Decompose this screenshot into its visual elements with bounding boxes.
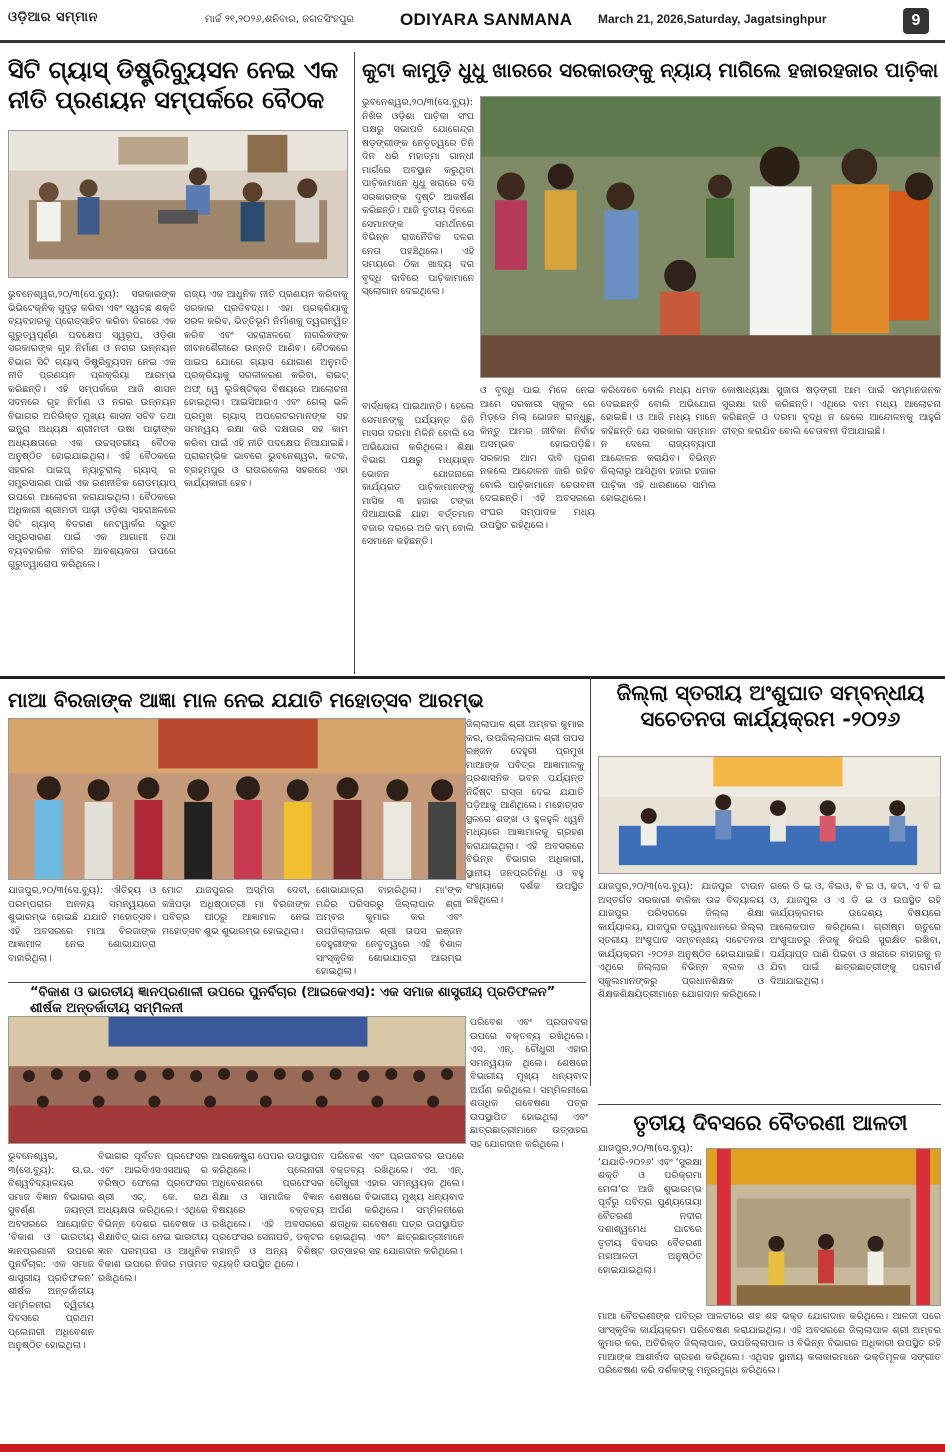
yayati-group-photo (8, 718, 466, 880)
cooks-protest-text-col2: ବାର୍ଦ୍ଧକ୍ୟ ପାଇଥାନ୍ତି। ହେଲେ ସେମାନଙ୍କୁ ପର୍ଯ୍ୟନ୍ତ ତିନି ମାସର ଦରମା ମିଳିନି ବୋଲି ସେ ଅଭିଯୋଗ କରିଥିଲେ। ଶିକ୍ଷା ବିଭାଗ ପକ୍ଷରୁ ମଧ୍ୟାହ୍ନ ଭୋଜନ ଯୋଜନାରେ କାର୍ଯ୍ୟରତ ପାଚ଼ିକାମାନଙ୍କୁ ମାସିକ ୩ ହଜାର ଟଙ୍କା ଦିଆଯାଉଛି ଯାହା ବର୍ତ୍ତମାନ ବଜାର ଦରରେ ଅତି କମ୍ ବୋଲି ସେମାନେ କହିଛନ୍ତି। (362, 401, 474, 547)
awareness-program-photo (598, 756, 941, 874)
masthead (0, 0, 945, 44)
masthead-rule (0, 40, 945, 43)
seminar-text-col4-lower: ପରିବେଶ ଏବଂ ପ୍ରତାବବର ଉପରେ ବକ୍ତବ୍ୟ ରଖିଥିଲେ। ଏସ. ଏନ୍. ଚୌଧୁରୀ ଏହାର ସମନ୍ୱୟକ ଥିଲେ। ଶେଷରେ ବିଭାଗୀୟ ମୁଖ୍ୟ ଧନ୍ୟବାଦ ଅର୍ପଣ କରିଥିଲେ। ସମ୍ମିଳନୀରେ ଶତାଧିକ ଗବେଷଣା ପତ୍ର ଉପସ୍ଥାପିତ ହୋଇଥିଲା ଏବଂ ଛାତ୍ରଛାତ୍ରୀମାନେ ଉତ୍ସାହର ସହ ଯୋଗଦାନ କରିଥିଲେ। (330, 1151, 464, 1257)
yayati-text-col3: ଶୋଭାଯାତ୍ରା ବାହାରିଥିଲା। ମା'ଙ୍କ ମନ୍ଦିର ପରିସରରୁ ଜିଲ୍ଲାପାଳ ଶ୍ରୀ ଅମ୍ବର କୁମାର କର ଏବଂ ଉପଜିଲ୍ଲାପାଳ ଶ୍ରୀ ତାପସ ରଞ୍ଜନ ଦେହୁରୀଙ୍କ ନେତୃତ୍ୱରେ ଏହି ବିଶାଳ ସାଂସ୍କୃତିକ ଶୋଭାଯାତ୍ରା ଆରମ୍ଭ ହୋଇଥିଲା। (316, 885, 462, 977)
baitarani-text-col1: ଯାଜପୁର,୨୦/୩(ସେ.ବ୍ୟୁ): ‘ଯଯାତି-୨୦୨୬’ ଏବଂ ‘ସୁରକ୍ଷା ଶକ୍ତି ଓ ପରିକ୍ରମା ମେଳା’ର ଆଜି ଶୁଭାରମ୍ଭ ପୂର୍ବରୁ ପବିତ୍ର ପୁଣ୍ୟତୋୟା ବୈତରଣୀ ନଦୀର ଦଶାଶ୍ୱମେଧ ଘାଟରେ ତୃତୀୟ ଦିବସର ବୈତରଣୀ ମହାଆଳତୀ ଅନୁଷ୍ଠିତ ହୋଇଯାଇଥିଲା। (598, 1143, 702, 1276)
page-number: 9 (903, 8, 929, 34)
newspaper-title: ODIYARA SANMANA (400, 10, 573, 29)
seminar-headline: “ବିକାଶ ଓ ଭାରତୀୟ ଜ୍ଞାନପ୍ରଣାଳୀ ଉପରେ ପୁନର୍ବିଚାର (ଆଇକେଏସ): ଏକ ସମାଜ ଶାସ୍ତ୍ରୀୟ ପ୍ରତିଫଳନ” ଶୀର୍ଷକ ଅନ୍ତର୍ଜାତୀୟ ସମ୍ମିଳନୀ (30, 985, 556, 1017)
baitarani-text-col1b (598, 1272, 702, 1312)
bottom-bar (0, 1444, 945, 1452)
heatstroke-headline: ଜିଲ୍ଲା ସ୍ତରୀୟ ଅଂଶୁଘାତ ସମ୍ବନ୍ଧୀୟ ସଚେତନତା କାର୍ଯ୍ୟକ୍ରମ -୨୦୨୬ (616, 681, 925, 732)
seminar-text-col2: ବିଭାଗର ପୂର୍ବତନ ପ୍ରଫେସର ଏବଂ ଆଇସିଏସଏସଆର୍ ର ବରିଷ୍ଠ ଫେଲୋ ପ୍ରଫେସର ଶ୍ରୀ ଏଚ୍. କେ. ରଥ ଅଧ୍ୟକ୍ଷତା କରିଥିଲେ। ଏଥିରେ ବିଭିନ୍ନ ଦେଶର ଗବେଷକ ଓ ଶିକ୍ଷାବିତ୍ ଭାଗ ନେଇ ଭାରତୀୟ ଜ୍ଞାନ ପରମ୍ପରା ଓ ଆଧୁନିକ ବିକାଶ ଉପରେ ନିଜର ମତାମତ ରଖିଥିଲେ। (98, 1151, 208, 1284)
city-gas-headline: ସିଟି ଗ୍ୟାସ୍ ଡିଷ୍ଟ୍ରିବ୍ୟୁସନ ନେଇ ଏକ ନୀତି ପ୍ରଣୟନ ସମ୍ପର୍କରେ ବୈଠକ (8, 56, 339, 114)
heatstroke-text-col2: ଗରେ ଡି ଇ ଓ, ବିଇଓ, ବି ଇ ଓ, କଟା, ଏ ବି ଇ ଓ, ଯାଜପୁର ଓ ଏ ଡି ଇ ଓ ଉପସ୍ଥିତ ରହି କାର୍ଯ୍ୟକ୍ରମର ଉଦ୍ଦେଶ୍ୟ ବିଷୟରେ ଆଲୋକପାତ କରିଥିଲେ। ଗ୍ରୀଷ୍ମ ଋତୁରେ ଅଂଶୁଘାତରୁ ନିଜକୁ କିପରି ସୁରକ୍ଷିତ ରଖିବା, ପର୍ଯ୍ୟାପ୍ତ ପାଣି ପିଇବା ଓ ଖରାରେ ବାହାରକୁ ନ ଯିବା ପାଇଁ ଛାତ୍ରଛାତ୍ରୀଙ୍କୁ ପରାମର୍ଶ ଦିଆଯାଇଥିଲା। (770, 881, 941, 987)
baitarani-text-col2: ମାଆ ବୈତରଣୀଙ୍କ ପବିତ୍ର ଆଳତୀରେ ଶହ ଶହ ଭକ୍ତ ଯୋଗଦାନ କରିଥିଲେ। ଆଳତୀ ପରେ ସାଂସ୍କୃତିକ କାର୍ଯ୍ୟକ୍ରମ ପରିବେଷଣ କରାଯାଇଥିଲା। ଏହି ଅବସରରେ ଜିଲ୍ଲାପାଳ ଶ୍ରୀ ଅମ୍ବର କୁମାର କର, ଅତିରିକ୍ତ ଜିଲ୍ଲାପାଳ, ଉପଜିଲ୍ଲାପାଳ ଓ ବିଭିନ୍ନ ବିଭାଗର ଅଧିକାରୀ ଉପସ୍ଥିତ ରହି ମାଆଙ୍କ ଆଶୀର୍ବାଦ ଗ୍ରହଣ କରିଥିଲେ। ଏଥିସହ ସ୍ଥାନୀୟ କଳାକାରମାନେ ଭକ୍ତିମୂଳକ ସଙ୍ଗୀତ ପରିବେଷଣ କରି ଦର୍ଶକଙ୍କୁ ମନ୍ତ୍ରମୁଗ୍ଧ କରିଥିଲେ। (598, 1311, 941, 1376)
yayati-text-col4: ଜିଲ୍ଲାପାଳ ଶ୍ରୀ ଅମ୍ବର କୁମାର କର, ଉପଜିଲ୍ଲାପାଳ ଶ୍ରୀ ତାପସ ରଞ୍ଜନ ଦେହୁରୀ ପ୍ରମୁଖ ମାଆଙ୍କ ପବିତ୍ର ଆଜ୍ଞାମାଳକୁ ପ୍ରଶାସନିକ ଭବନ ପର୍ଯ୍ୟନ୍ତ ନିର୍ଦ୍ଦିଷ୍ଟ ରାସ୍ତା ଦେଇ ଯଯାତି ପଡ଼ିଆକୁ ଆଣିଥିଲେ। ମହୋତ୍ସବ ସ୍ଥଳରେ ଶଙ୍ଖ ଓ ହୁଳହୁଳି ଧ୍ୱନି ମଧ୍ୟରେ ଆଜ୍ଞାମାଳକୁ ଗ୍ରହଣ କରାଯାଇଥିଲା। ଏହି ଅବସରରେ ବିଭିନ୍ନ ବିଭାଗର ଅଧିକାରୀ, ସ୍ଥାନୀୟ ଜନପ୍ରତିନିଧି ଓ ବହୁ ସଂଖ୍ୟାରେ ଦର୍ଶକ ଉପସ୍ଥିତ ରହିଥିଲେ। (466, 719, 584, 906)
cooks-protest-text-col5: କୋଷାଧ୍ୟକ୍ଷା ସୁଜାତା ଷଡ଼ଙ୍ଗୀ ଆମ ପାଇଁ ସମ୍ମାନଜନକ ସୁରକ୍ଷା ଦାବି କରିଛନ୍ତି। ଏଥିରେ ବାମ ମଧ୍ୟ ଆଲୋଚନା କରିଛନ୍ତି ଓ ଦରମା ବୃଦ୍ଧି ନ ହେଲେ ଆନ୍ଦୋଳନକୁ ଆହୁରି ତୀବ୍ର କରାଯିବ ବୋଲି ଚେତାବନୀ ଦିଆଯାଇଛି। (722, 385, 941, 437)
yayati-text-col1: ଯାଜପୁର,୨୦/୩(ସେ.ବ୍ୟୁ): ଐତିହ୍ୟ ଓ ପରମ୍ପରାର ଅନନ୍ୟ ସମନ୍ୱୟରେ ଶୁଭାରମ୍ଭ ହୋଇଛି ଯଯାତି ମହୋତ୍ସବ। ଏହି ଅବସରରେ ମାଆ ବିରଜାଙ୍କ ଆଜ୍ଞାମାଳ ନେଇ ଶୋଭାଯାତ୍ରା ବାହାରିଥିଲା। (8, 885, 156, 964)
baitarani-headline: ତୃତୀୟ ଦିବସରେ ବୈତରଣୀ ଆଳତୀ (633, 1111, 908, 1135)
seminar-text-col1: ଭୁବନେଶ୍ୱର, ୩(ସେ.ବ୍ୟୁ): ଉ.ଉ. ବିଶ୍ୱବିଦ୍ୟାଳୟର ସମାଜ ବିଜ୍ଞାନ ବିଭାଗର ସୁବର୍ଣ୍ଣ ଜୟନ୍ତୀ ଅବସରରେ ଆୟୋଜିତ ‘ବିକାଶ ଓ ଭାରତୀୟ ଜ୍ଞାନପ୍ରଣାଳୀ ଉପରେ ପୁନର୍ବିଚାର: ଏକ ସମାଜ ଶାସ୍ତ୍ରୀୟ ପ୍ରତିଫଳନ’ ଶୀର୍ଷକ ଅନ୍ତର୍ଜାତୀୟ ସମ୍ମିଳନୀର ଦ୍ୱିତୀୟ ଦିବସରେ ପ୍ରଥମ ପ୍ଲେନାରୀ ଅଧିବେଶନ ଅନୁଷ୍ଠିତ ହୋଇଥିଲା। (8, 1151, 94, 1351)
cooks-protest-text-col3: ଓ ବୃଦ୍ଧି ପାଇ ମିଳେ ନେଇ ଆମେ ସରକାରୀ ସ୍କୁଲ ରେ ମିଡ଼୍ଡେ ମିଲ୍ ଭୋଜନ ରାନ୍ଧୁଛୁ, କିନ୍ତୁ ଆମର ଜୀବିକା ନିର୍ବାହ ଅସମ୍ଭବ ହୋଇପଡ଼ିଛି। ସରକାର ଆମ ଦାବି ପୂରଣ ନକଲେ ଆନ୍ଦୋଳନ ଜାରି ରହିବ ବୋଲି ପାଚ଼ିକାମାନେ ଚେତାବନୀ ଦେଇଛନ୍ତି। ଏହି ଅବସରରେ ସଂଘର ସମ୍ପାଦକ ମଧ୍ୟ ଉପସ୍ଥିତ ରହିଥିଲେ। (480, 385, 595, 531)
cooks-protest-headline: କୁଟା କାମୁଡ଼ି ଧୁଧୁ ଖାରରେ ସରକାରଙ୍କୁ ନ୍ୟାୟ ମାଗିଲେ ହଜାରହଜାର ପାଚ଼ିକା (362, 58, 939, 82)
city-gas-text-col2: ରାଜ୍ୟ ଏକ ଆଧୁନିକ ନୀତି ପ୍ରଣୟନ କରିବାକୁ ସରକାର ପ୍ରତିବଦ୍ଧ। ଏହା ପ୍ରକ୍ରିୟାକୁ ସରଳ କରିବ, ଭିତ୍ତିଭୂମି ନିର୍ମାଣକୁ ତ୍ୱରାନ୍ୱିତ କରିବ ଏବଂ ସହରାଞ୍ଚଳରେ ନାଗରିକଙ୍କ ଜୀବନଶୈଳୀରେ ଉନ୍ନତି ଆଣିବ। ବୈଠକରେ ପାଇପ ଯୋଗେ ଗ୍ୟାସ ଯୋଗାଣ ଅନୁମତି ପ୍ରକ୍ରିୟାକୁ ସରଳୀକରଣ କରିବା, ରାଇଟ୍ ଅଫ୍ ୱେ ଲୁଜିଷ୍ଟିକ୍ସ ବିଷୟରେ ଆଲୋଚନା ହୋଇଥିଲା। ଆଇସିଆରଏ ଏବଂ ଗେଲ୍ ଭଳି ପ୍ରମୁଖ ଗ୍ୟାସ୍ ଅପରେଟରମାନଙ୍କ ସହ ସମନ୍ୱୟ ରକ୍ଷା କରି ଦକ୍ଷତାର ସହ କାମ କରିବା ପାଇଁ ଏହି ନୀତି ପଦକ୍ଷେପ ନିଆଯାଇଛି। ପ୍ରାରମ୍ଭିକ ଭାବରେ ଭୁବନେଶ୍ୱର, କଟକ, ବ୍ରହ୍ମପୁର ଓ ରାଉରକେଲା ସହରରେ ଏହା କାର୍ଯ୍ୟକାରୀ ହେବ। (184, 289, 348, 489)
aarti-photo (706, 1148, 941, 1306)
yayati-text-col2: ମୋଟ ଯାଜପୁରର ଅସ୍ମିତା ଦେବୀ, କଞ୍ଚିପଡ଼ା ଅଧିଷ୍ଠାତ୍ରୀ ମା ବିରଜାଙ୍କ ପବିତ୍ର ପୀଠରୁ ଆଜ୍ଞାମାଳ ନେଇ ମହୋତ୍ସବ ଶୁଭ ଶୁଭାରମ୍ଭ ହୋଇଥିଲା। (162, 885, 310, 937)
cooks-protest-text-col1: ଭୁବନେଶ୍ୱର,୨୦/୩(ସେ.ବ୍ୟୁ): ନିଖିଳ ଓଡ଼ିଶା ପାଚ଼ିକା ସଂଘ ପକ୍ଷରୁ ସଭାପତି ଯୋଗେନ୍ଦ୍ର ଷଡ଼ଙ୍ଗୀଙ୍କ ନେତୃତ୍ୱରେ ତିନି ଦିନ ଧରି ମହାତ୍ମା ଗାନ୍ଧୀ ମାର୍ଗରେ ଅବସ୍ଥାନ କରୁଥିବା ପାଚ଼ିକାମାନେ ଧୁଧୁ ଖରାରେ ବସି ସରକାରଙ୍କ ଦୃଷ୍ଟି ଆକର୍ଷଣ କରିଛନ୍ତି। ଆଜି ତୃତୀୟ ଦିନରେ ସେମାନଙ୍କ ସମର୍ଥନରେ ବିଭିନ୍ନ ରାଜନୈତିକ ଦଳର ନେତା ପହଞ୍ଚିଥିଲେ। ଏହି ସମୟରେ ଠିକା ଖାଦ୍ୟ ଦର ବୃଦ୍ଧି ଦାବିରେ ପାଚ଼ିକାମାନେ ସ୍ଲୋଗାନ ଦେଇଥିଲେ। (362, 97, 474, 297)
seminar-text-col4: ପରିବେଶ ଏବଂ ପ୍ରତାବବର ଉପରେ ବକ୍ତବ୍ୟ ରଖିଥିଲେ। ଏସ. ଏନ୍. ଚୌଧୁରୀ ଏହାର ସମନ୍ୱୟକ ଥିଲେ। ଶେଷରେ ବିଭାଗୀୟ ମୁଖ୍ୟ ଧନ୍ୟବାଦ ଅର୍ପଣ କରିଥିଲେ। ସମ୍ମିଳନୀରେ ଶତାଧିକ ଗବେଷଣା ପତ୍ର ଉପସ୍ଥାପିତ ହୋଇଥିଲା ଏବଂ ଛାତ୍ରଛାତ୍ରୀମାନେ ଉତ୍ସାହର ସହ ଯୋଗଦାନ କରିଥିଲେ। (470, 1017, 588, 1150)
seminar-group-photo (8, 1016, 466, 1144)
seminar-text-col3: ଆରକେଷ୍ଟ୍ରା ପେପର ଉପସ୍ଥାପନ କରିଥିଲେ। ପ୍ଲେନାରୀ ଅଧିବେଶନରେ ପ୍ରଫେସର ଶିକ୍ଷା ଓ ସାମାଜିକ ବିଜ୍ଞାନ ବିଷୟରେ ବକ୍ତବ୍ୟ ରଖିଥିଲେ। ଏହି ଅବସରରେ ପ୍ରଫେସର ସେନାପତି, ଡକ୍ଟର ମହାନ୍ତି ଓ ଅନ୍ୟ ବିଶିଷ୍ଟ ବ୍ୟକ୍ତି ଉପସ୍ଥିତ ଥିଲେ। (212, 1151, 324, 1270)
cooks-protest-text-col4: କରିଦେବେ ବୋଲି ମଧ୍ୟ ଧମକ ଦେଇଛନ୍ତି ବୋଲି ଅଭିଯୋଗ ହୋଇଛି। ଓ ଆଜି ମଧ୍ୟ ମାନେ କହିଛନ୍ତି ଯେ ସରକାର ସମ୍ମାନ ନ ଦେଲେ ରାଜ୍ୟବ୍ୟାପୀ ଆନ୍ଦୋଳନ କରାଯିବ। ବିଭିନ୍ନ ଜିଲ୍ଲାରୁ ଆସିଥିବା ହଜାର ହଜାର ପାଚ଼ିକା ଏହି ଧାରଣାରେ ସାମିଲ ହୋଇଥିଲେ। (601, 385, 716, 504)
date-english: March 21, 2026,Saturday, Jagatsinghpur (598, 12, 827, 26)
city-gas-text-col1: ଭୁବନେଶ୍ୱର,୨୦/୩(ସେ.ବ୍ୟୁ): ସରକାରଙ୍କ ଭିଭିଟେକ୍ନିକ୍ ସୁଦୃଢ଼ କରିବା ଏବଂ ସ୍ୱଚ୍ଛ ଶକ୍ତି ବ୍ୟବହାରକୁ ପ୍ରୋତ୍ସାହିତ କରିବା ଦିଗରେ ଏକ ଗୁରୁତ୍ୱପୂର୍ଣ୍ଣ ପଦକ୍ଷେପ ସ୍ୱରୂପ, ଓଡ଼ିଶା ସରକାରଙ୍କ ଗୃହ ନିର୍ମାଣ ଓ ନଗର ଉନ୍ନୟନ ବିଭାଗ ସିଟି ଗ୍ୟାସ୍ ଡିଷ୍ଟ୍ରିବ୍ୟୁସନ ନେଇ ଏକ ନୀତି ପ୍ରଣୟନ ପ୍ରକ୍ରିୟା ଆରମ୍ଭ କରିଛନ୍ତି। ଏହି ସମ୍ପର୍କରେ ଆଜି ଶାସନ ସଦନରେ ଗୃହ ନିର୍ମାଣ ଓ ନଗର ଉନ୍ନୟନ ବିଭାଗର ଅତିରିକ୍ତ ମୁଖ୍ୟ ଶାସନ ସଚିବ ତଥା ଇନ୍ଫ୍ରା ଅଧ୍ୟକ୍ଷ ଶ୍ରୀମତୀ ଉଷା ପାଢ଼ୀଙ୍କ ଅଧ୍ୟକ୍ଷତାରେ ଏକ ଉଚ୍ଚସ୍ତରୀୟ ବୈଠକ ଅନୁଷ୍ଠିତ ହୋଇଯାଇଥିଲା। ଏହି ବୈଠକରେ ସହରର ପାଇପ୍ ନ୍ୟାଚୁରାଲ୍ ଗ୍ୟାସ୍ ର ସମ୍ପ୍ରସାରଣ ପାଇଁ ଏକ ରଣନୀତିକ ରୋଡମ୍ୟାପ୍ ଉପରେ ଆଲୋଚନା କରାଯାଇଥିଲା। ବୈଠକରେ ଅଧିକାରୀ ଶ୍ରୀମତୀ ପାଢ଼ୀ ଓଡ଼ିଶା ସହରାଞ୍ଚଳରେ ସିଟି ଗ୍ୟାସ୍ ବିତରଣ ନେଟୱାର୍କର ଦ୍ରୁତ ସମ୍ପ୍ରସାରଣ ପାଇଁ ଏକ ଆଗାମୀ ତଥା ବ୍ୟବହାରିକ ନୀତିର ଆବଶ୍ୟକତା ଉପରେ ଗୁରୁତ୍ୱାରୋପ କରିଥିଲେ। (8, 289, 176, 570)
section-divider (8, 982, 586, 983)
newspaper-logo: ଓଡ଼ିଆର ସମ୍ମାନ (8, 10, 98, 25)
column-divider (590, 678, 591, 1086)
meeting-photo (8, 130, 348, 278)
section-divider (598, 1104, 941, 1105)
protest-photo (480, 96, 941, 378)
section-divider (0, 676, 945, 679)
column-divider (354, 52, 355, 674)
heatstroke-text-col1: ଯାଜପୁର,୨୦/୩(ସେ.ବ୍ୟୁ): ଯାଜପୁର ଟାଉନ ଅସ୍ତର୍ଗତ ସରକାରୀ ବାଳିକା ଉଚ୍ଚ ବିଦ୍ୟାଳୟ ଯାଜପୁର ପରିସରରେ ଜିଲ୍ଲା ଶିକ୍ଷା କାର୍ଯ୍ୟାଳୟ, ଯାଜପୁର ତତ୍ତ୍ୱାବଧାନରେ ଜିଲ୍ଲା ସ୍ତରୀୟ ଅଂଶୁଘାତ ସମ୍ବନ୍ଧୀୟ ସଚେତନତା କାର୍ଯ୍ୟକ୍ରମ -୨୦୨୬ ଅନୁଷ୍ଠିତ ହୋଇଯାଇଛି। ଏଥିରେ ଜିଲ୍ଲାର ବିଭିନ୍ନ ବ୍ଲକ ଓ ସ୍କୁଲମାନଙ୍କରୁ ପ୍ରଧାନଶିକ୍ଷକ ଓ ଶିକ୍ଷକଶିକ୍ଷୟିତ୍ରୀମାନେ ଯୋଗଦାନ କରିଥିଲେ। (598, 881, 764, 1000)
date-odia: ମାର୍ଚ୍ଚ ୨୧,୨୦୨୬,ଶନିବାର, ଜଗତସିଂହପୁର (205, 14, 354, 25)
yayati-headline: ମାଆ ବିରଜାଙ୍କ ଆଜ୍ଞା ମାଳ ନେଇ ଯଯାତି ମହୋତ୍ସବ ଆରମ୍ଭ (8, 688, 484, 712)
